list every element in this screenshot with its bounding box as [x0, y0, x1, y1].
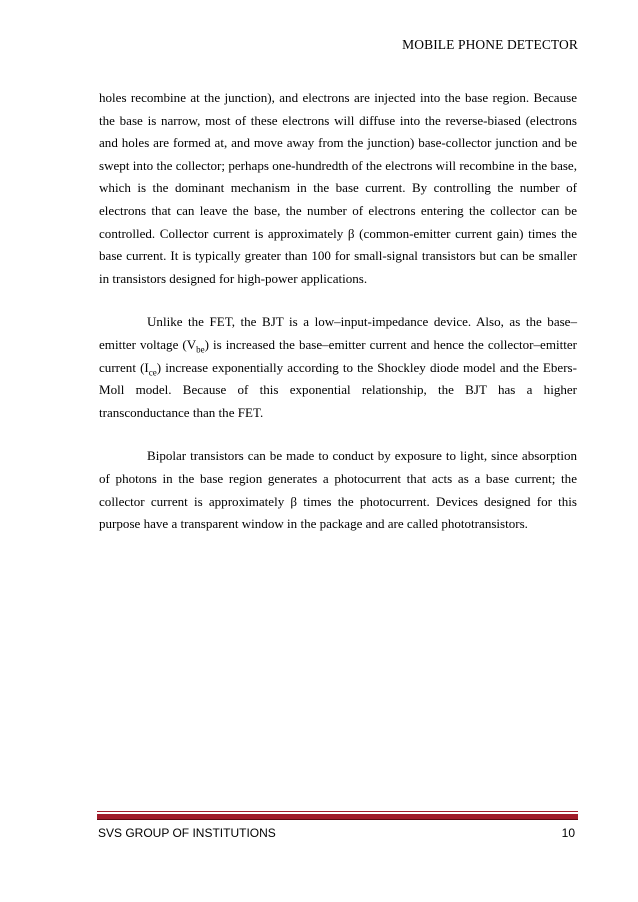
- subscript-ce: ce: [148, 367, 157, 378]
- running-header-title: MOBILE PHONE DETECTOR: [402, 37, 578, 52]
- paragraph-continuation: holes recombine at the junction), and electrons are injected into the base region. Because the base is narrow, most of these electrons will diffuse into the reverse-biased (electrons and holes are formed at, and move away from the junction) base-collector junction and be swept into the collector; perhaps one-hundredth of the electrons will recombine in the base, which is the dominant mechanism in the base current. By controlling the number of electrons that can leave the base, the number of electrons entering the collector can be controlled. Collector current is approximately β (common-emitter current gain) times the base current. It is typically greater than 100 for small-signal transistors but can be smaller in transistors designed for high-power applications.: [99, 90, 577, 286]
- footer-page-number: 10: [561, 826, 575, 840]
- footer-rule-thin: [97, 811, 578, 812]
- page-body: [99, 87, 577, 536]
- subscript-be: be: [196, 344, 205, 355]
- paragraph-phototransistors: Bipolar transistors can be made to conduct by exposure to light, since absorption of photons in the base region generates a photocurrent that acts as a base current; the collector current is approximately β times the photocurrent. Devices designed for this purpose have a transparent window in the package and are called phototransistors.: [99, 448, 577, 532]
- paragraph-text: ) increase exponentially according to the Shockley diode model and the Ebers-Moll model. Because of this exponential relationship, the BJT has a higher transconductance than the FET.: [99, 359, 577, 420]
- paragraph-text: ) is increased the base–emitter current and hence the collector–emitter current (I: [99, 336, 577, 375]
- paragraph-text: Unlike the FET, the BJT is a low–input-impedance device. Also, as the base–emitter voltage (V: [99, 314, 577, 352]
- footer-institution: SVS GROUP OF INSTITUTIONS: [98, 826, 276, 840]
- paragraph-bjt-vs-fet: [99, 311, 577, 424]
- footer-rule: [97, 814, 578, 820]
